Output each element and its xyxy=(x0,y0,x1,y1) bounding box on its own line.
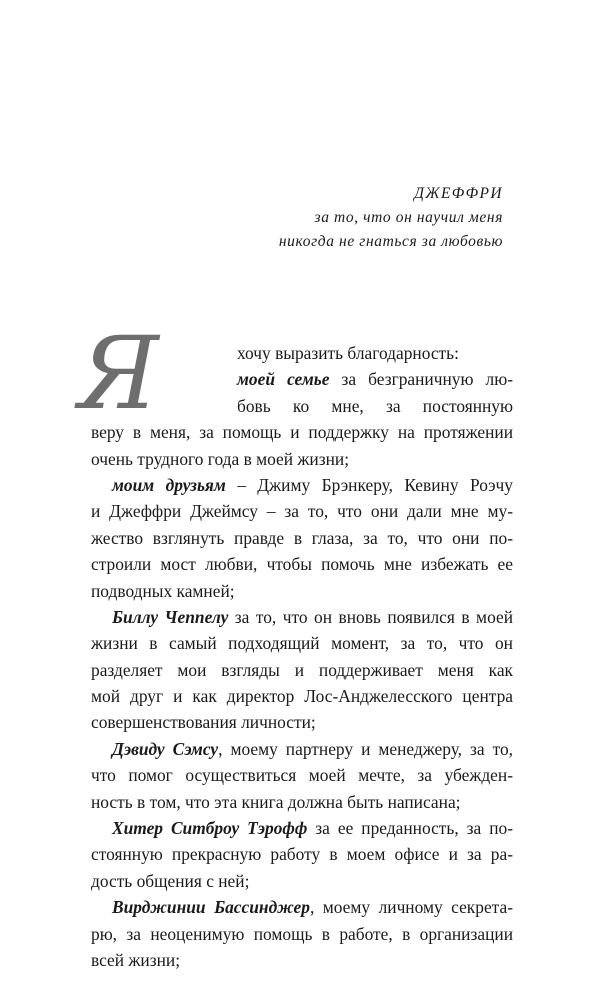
text-fragment: , моему партнеру и менеджеру, за то, xyxy=(218,738,513,759)
text-line: и Джеффри Джеймсу – за то, что они дали мне му- xyxy=(91,501,513,522)
text-line: бовь ко мне, за постоянную xyxy=(237,395,513,416)
text-line: жество взглянуть правде в глаза, за то, что они по- xyxy=(91,527,513,548)
text-line: веру в меня, за помощь и поддержку на протяжении xyxy=(91,422,513,443)
text-line: очень трудного года в моей жизни; xyxy=(91,448,350,469)
text-fragment: за ее преданность, за по- xyxy=(307,818,514,839)
text-fragment: , моему личному секрета- xyxy=(309,897,513,918)
text-line: стоянную прекрасную работу в моем офисе и за ра- xyxy=(91,844,513,865)
dedication xyxy=(279,182,503,254)
text-line: рю, за неоценимую помощь в работе, в организации xyxy=(91,923,513,944)
text-line xyxy=(91,366,513,392)
text-line xyxy=(91,815,513,841)
text-line: всей жизни; xyxy=(91,949,181,970)
text-line: что помог осуществиться моей мечте, за убежден- xyxy=(91,765,513,786)
text-line xyxy=(91,736,513,762)
person-name: Вирджинии Бассинджер xyxy=(112,897,310,918)
text-line xyxy=(91,604,513,630)
person-name: моей семье xyxy=(237,369,330,390)
text-line: мой друг и как директор Лос-Анджелесского центра xyxy=(91,686,513,707)
text-fragment: за безграничную лю- xyxy=(329,369,513,390)
text-fragment: – Джиму Брэнкеру, Кевину Роэчу xyxy=(225,474,514,495)
text-line: хочу выразить благодарность: xyxy=(237,343,459,363)
text-line: строили мост любви, чтобы помочь мне избежать ее xyxy=(91,554,513,575)
drop-cap: Я xyxy=(78,315,159,432)
dedication-line-2: никогда не гнаться за любовью xyxy=(278,233,503,250)
text-fragment: за то, что он вновь появился в моей xyxy=(228,606,513,627)
text-line: ность в том, что эта книга должна быть написана; xyxy=(91,791,461,812)
text-line xyxy=(91,472,513,498)
text-line: совершенствования личности; xyxy=(91,712,316,733)
text-line: жизни в самый подходящий момент, за то, что он xyxy=(91,633,513,654)
text-line: подводных камней; xyxy=(91,580,235,601)
person-name: Биллу Чеппелу xyxy=(112,606,229,627)
person-name: моим друзьям xyxy=(112,474,226,495)
text-line: разделяет мои взгляды и поддерживает меня как xyxy=(91,659,513,680)
text-line: дость общения с ней; xyxy=(91,870,250,891)
acknowledgements-text xyxy=(91,340,513,973)
dedication-line-1: за то, что он научил меня xyxy=(314,209,503,226)
text-line xyxy=(91,894,513,920)
dedication-name: ДЖЕФФРИ xyxy=(414,185,503,202)
person-name: Дэвиду Сэмсу xyxy=(112,738,219,759)
person-name: Хитер Ситброу Тэрофф xyxy=(112,818,308,839)
